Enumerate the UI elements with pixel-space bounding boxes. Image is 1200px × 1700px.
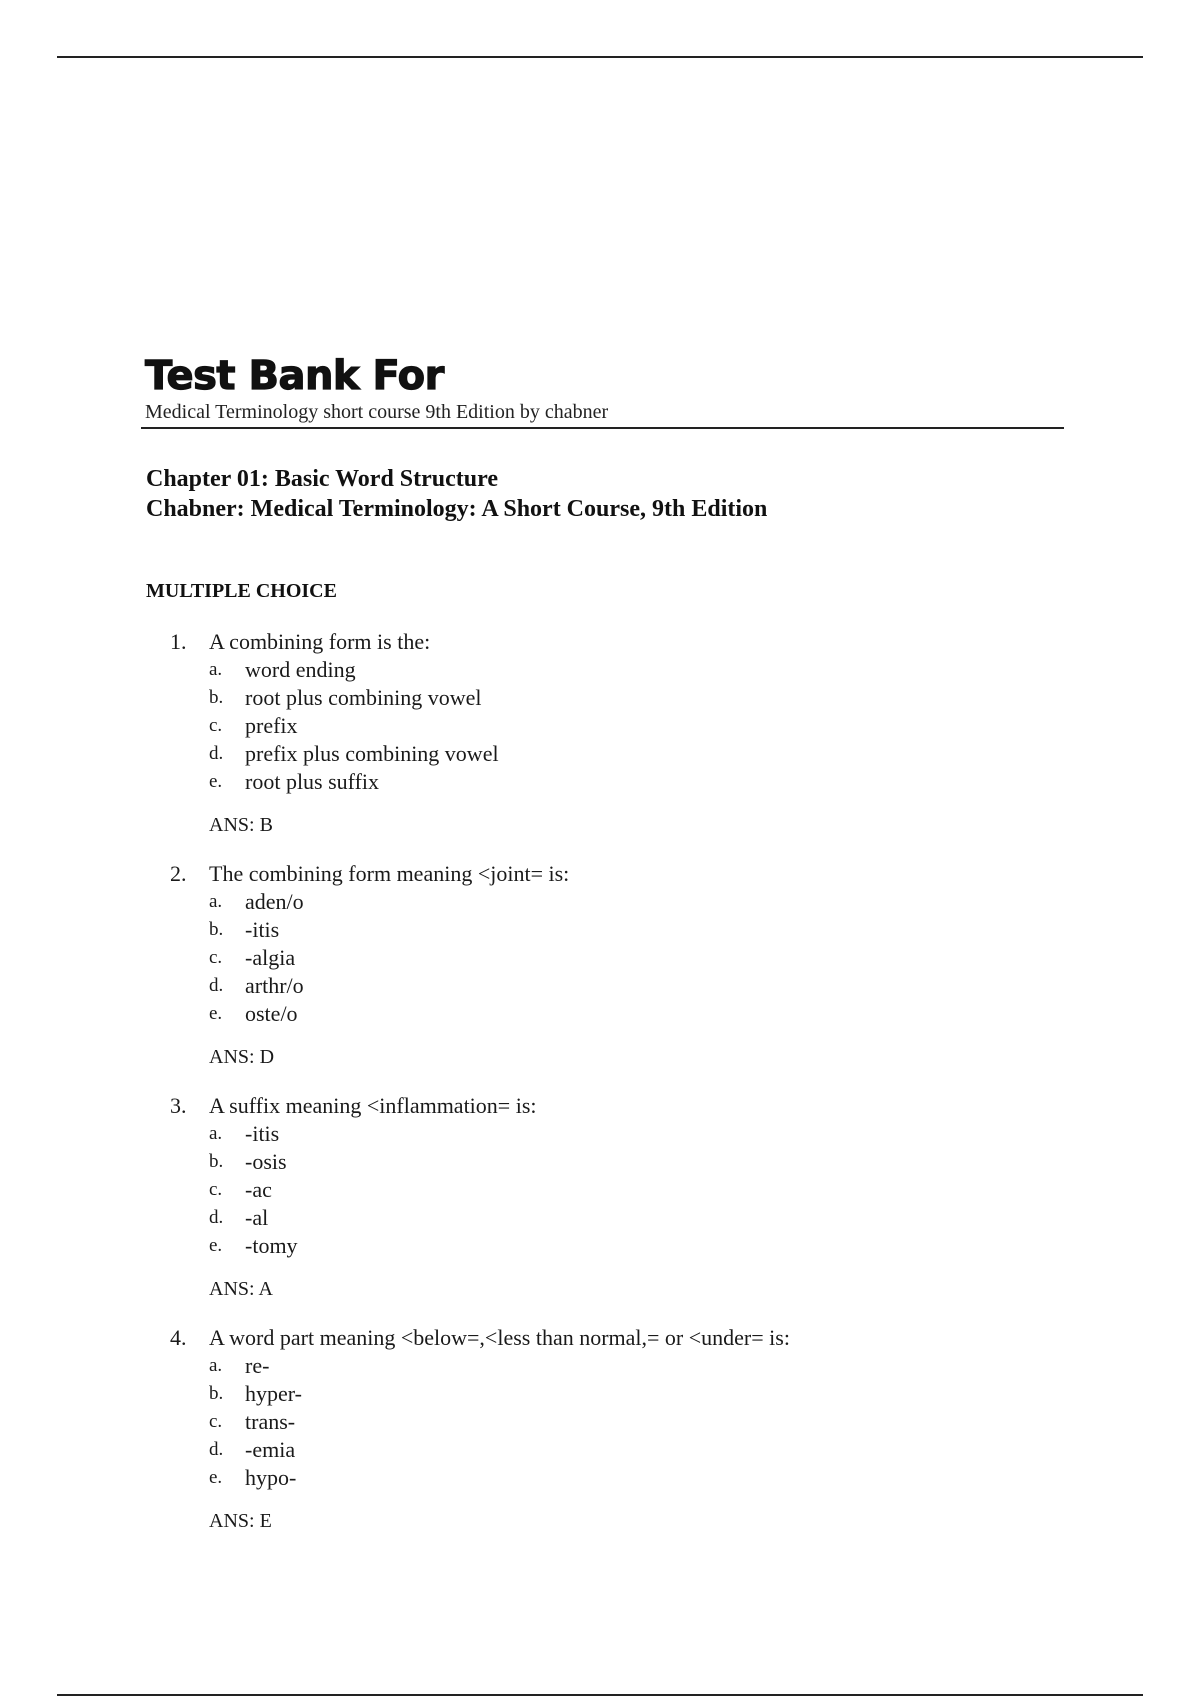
answer-key: ANS: E xyxy=(209,1510,272,1532)
question-stem: A combining form is the: xyxy=(209,629,431,654)
option-letter: c. xyxy=(209,715,223,736)
option-text: -ac xyxy=(245,1177,272,1202)
option-text: root plus suffix xyxy=(245,769,380,794)
option-letter: c. xyxy=(209,1179,223,1200)
option-text: prefix xyxy=(245,713,298,738)
option-letter: a. xyxy=(209,1355,223,1376)
option-letter: d. xyxy=(209,743,224,764)
question-number: 3. xyxy=(170,1093,187,1118)
option-item xyxy=(209,768,1070,796)
top-rule xyxy=(57,56,1143,58)
option-text: -al xyxy=(245,1205,269,1230)
option-letter: e. xyxy=(209,1235,223,1256)
question-item xyxy=(170,1092,1070,1302)
option-text: hyper- xyxy=(245,1381,302,1406)
option-text: -tomy xyxy=(245,1233,298,1258)
option-letter: a. xyxy=(209,659,223,680)
option-text: word ending xyxy=(245,657,356,682)
option-item xyxy=(209,1352,1070,1380)
book-title: Chabner: Medical Terminology: A Short Course, 9th Edition xyxy=(146,496,768,522)
option-letter: e. xyxy=(209,771,223,792)
option-item xyxy=(209,1232,1070,1260)
option-text: re- xyxy=(245,1353,270,1378)
option-item xyxy=(209,712,1070,740)
option-letter: e. xyxy=(209,1003,223,1024)
option-letter: b. xyxy=(209,1151,224,1172)
question-stem: The combining form meaning <joint= is: xyxy=(209,861,570,886)
option-text: trans- xyxy=(245,1409,296,1434)
option-item xyxy=(209,1380,1070,1408)
option-letter: b. xyxy=(209,687,224,708)
question-item xyxy=(170,1324,1070,1534)
option-item xyxy=(209,684,1070,712)
question-item xyxy=(170,628,1070,838)
question-item xyxy=(170,860,1070,1070)
option-text: arthr/o xyxy=(245,973,304,998)
option-letter: c. xyxy=(209,947,223,968)
option-letter: b. xyxy=(209,919,224,940)
bottom-rule xyxy=(57,1694,1143,1696)
answer-key: ANS: D xyxy=(209,1046,275,1068)
option-item xyxy=(209,1436,1070,1464)
option-list xyxy=(209,1352,1070,1492)
option-list xyxy=(209,1120,1070,1260)
option-text: hypo- xyxy=(245,1465,297,1490)
option-letter: d. xyxy=(209,1439,224,1460)
option-letter: d. xyxy=(209,1207,224,1228)
option-item xyxy=(209,888,1070,916)
answer-key: ANS: B xyxy=(209,814,273,836)
option-item xyxy=(209,1204,1070,1232)
option-item xyxy=(209,740,1070,768)
option-text: -itis xyxy=(245,917,280,942)
option-letter: d. xyxy=(209,975,224,996)
option-item xyxy=(209,1000,1070,1028)
document-header xyxy=(145,352,1065,424)
option-item xyxy=(209,916,1070,944)
answer-key: ANS: A xyxy=(209,1278,273,1300)
option-item xyxy=(209,1120,1070,1148)
brand-subtitle: Medical Terminology short course 9th Edition by chabner xyxy=(145,401,609,423)
option-item xyxy=(209,944,1070,972)
question-list xyxy=(170,628,1070,1556)
question-stem: A suffix meaning <inflammation= is: xyxy=(209,1093,537,1118)
option-text: oste/o xyxy=(245,1001,298,1026)
option-letter: e. xyxy=(209,1467,223,1488)
option-text: root plus combining vowel xyxy=(245,685,482,710)
option-item xyxy=(209,1176,1070,1204)
chapter-title: Chapter 01: Basic Word Structure xyxy=(146,466,498,492)
question-number: 2. xyxy=(170,861,187,886)
option-letter: a. xyxy=(209,1123,223,1144)
option-item xyxy=(209,656,1070,684)
option-text: -itis xyxy=(245,1121,280,1146)
option-item xyxy=(209,1408,1070,1436)
chapter-heading xyxy=(146,464,767,524)
option-item xyxy=(209,1464,1070,1492)
header-rule xyxy=(141,427,1064,429)
option-letter: c. xyxy=(209,1411,223,1432)
option-item xyxy=(209,972,1070,1000)
section-heading: MULTIPLE CHOICE xyxy=(146,580,337,602)
question-number: 4. xyxy=(170,1325,187,1350)
option-text: -osis xyxy=(245,1149,287,1174)
option-list xyxy=(209,656,1070,796)
option-letter: a. xyxy=(209,891,223,912)
option-item xyxy=(209,1148,1070,1176)
option-text: aden/o xyxy=(245,889,304,914)
option-list xyxy=(209,888,1070,1028)
option-text: -emia xyxy=(245,1437,296,1462)
option-text: -algia xyxy=(245,945,296,970)
option-letter: b. xyxy=(209,1383,224,1404)
option-text: prefix plus combining vowel xyxy=(245,741,499,766)
brand-title: Test Bank For xyxy=(145,353,444,399)
question-stem: A word part meaning <below=,<less than normal,= or <under= is: xyxy=(209,1325,790,1350)
question-number: 1. xyxy=(170,629,187,654)
